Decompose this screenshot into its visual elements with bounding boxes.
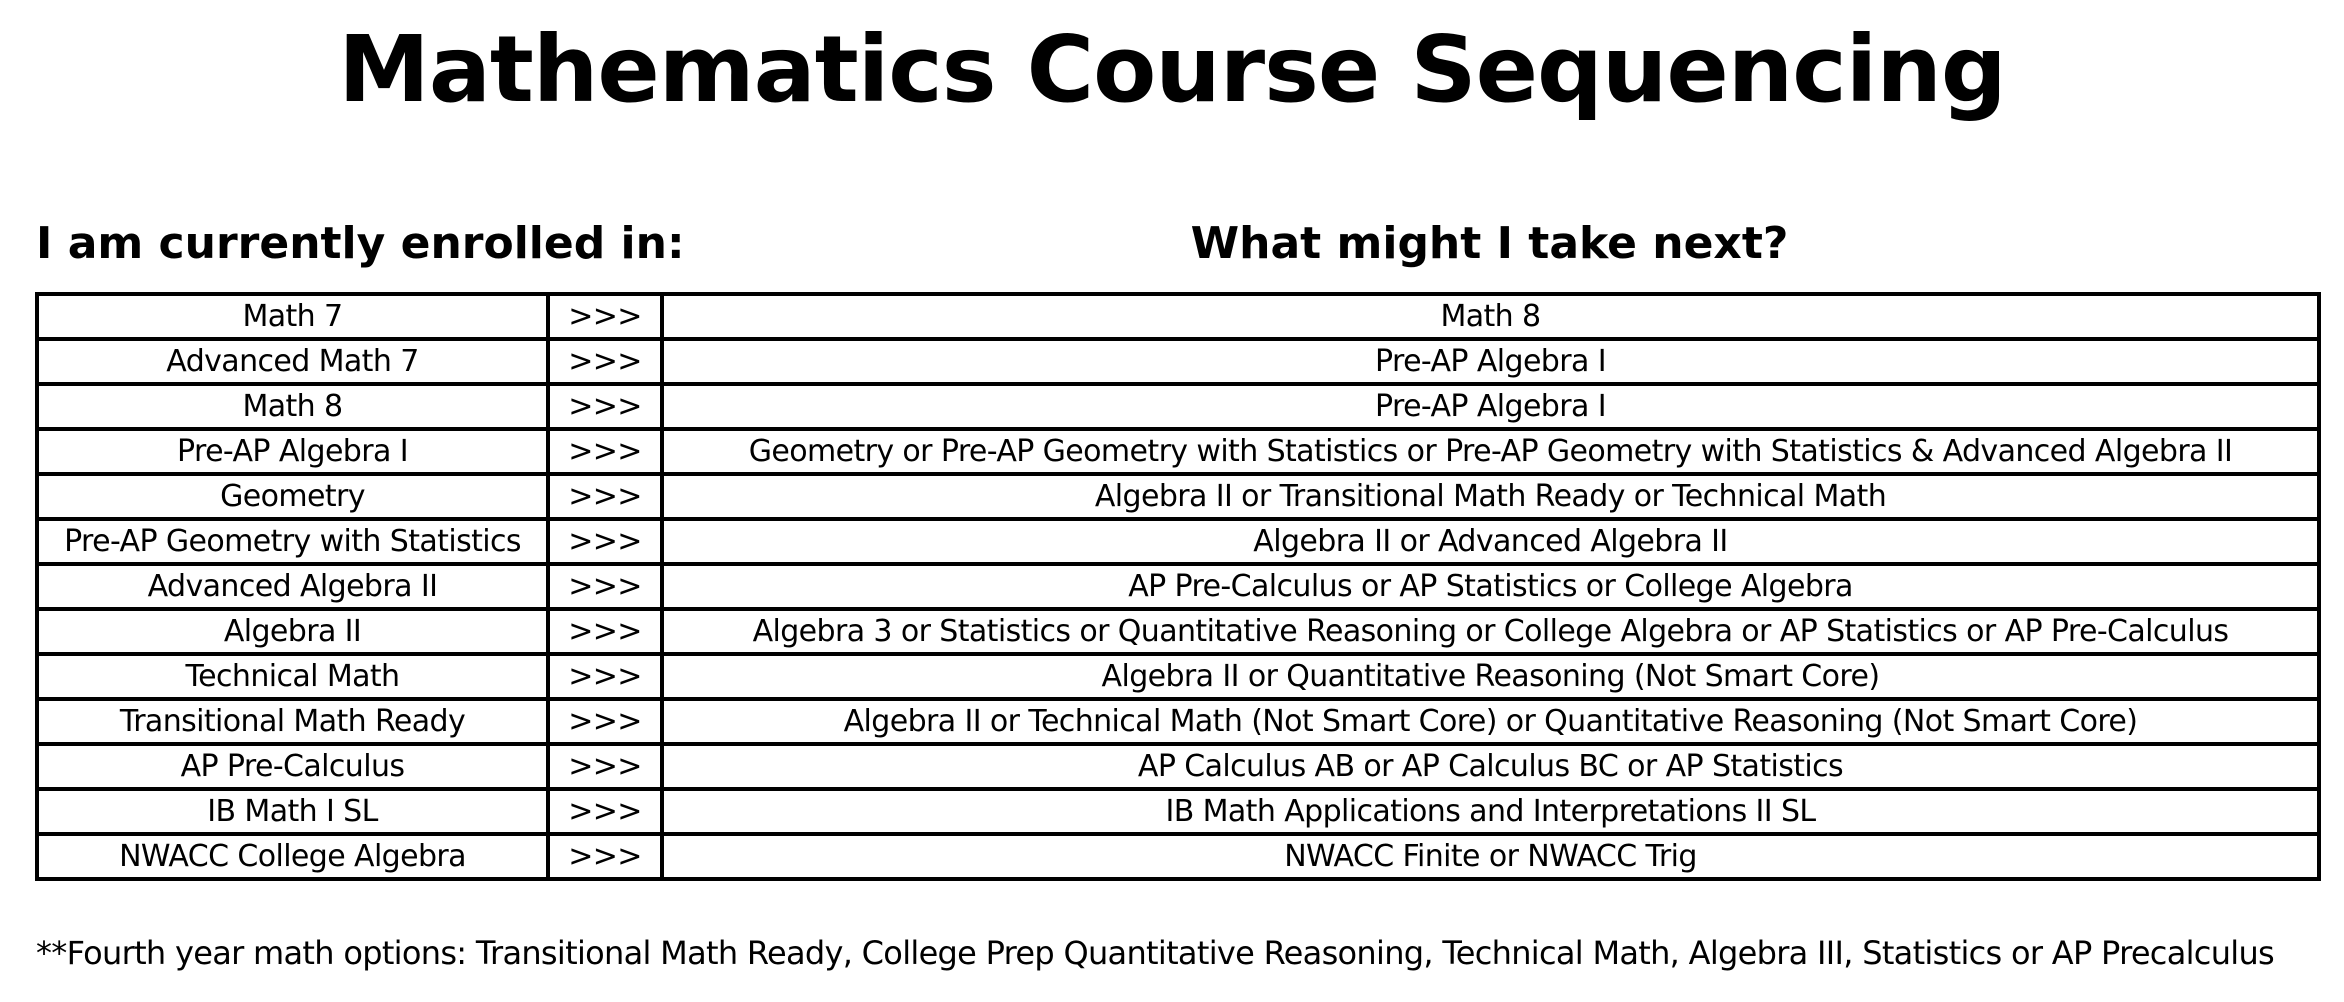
course-sequence-table — [35, 292, 2321, 881]
table-row — [37, 474, 2319, 519]
arrow-cell: >>> — [548, 519, 662, 564]
next-course-cell: NWACC Finite or NWACC Trig — [662, 834, 2319, 879]
table-row — [37, 699, 2319, 744]
arrow-cell: >>> — [548, 429, 662, 474]
current-course-cell: Pre-AP Algebra I — [37, 429, 548, 474]
arrow-cell: >>> — [548, 789, 662, 834]
current-course-cell: Math 7 — [37, 294, 548, 339]
next-course-cell: AP Pre-Calculus or AP Statistics or College Algebra — [662, 564, 2319, 609]
current-course-cell: Geometry — [37, 474, 548, 519]
next-course-heading: What might I take next? — [1190, 218, 1789, 269]
footnote: **Fourth year math options: Transitional Math Ready, College Prep Quantitative Reasoning, Technical Math, Algebra III, Statistics or AP Precalculus — [36, 934, 2275, 972]
table-row — [37, 789, 2319, 834]
next-course-cell: Algebra 3 or Statistics or Quantitative Reasoning or College Algebra or AP Statistics or AP Pre-Calculus — [662, 609, 2319, 654]
table-row — [37, 294, 2319, 339]
current-course-cell: Math 8 — [37, 384, 548, 429]
current-course-cell: Pre-AP Geometry with Statistics — [37, 519, 548, 564]
table-row — [37, 384, 2319, 429]
next-course-cell: Algebra II or Quantitative Reasoning (Not Smart Core) — [662, 654, 2319, 699]
arrow-cell: >>> — [548, 744, 662, 789]
arrow-cell: >>> — [548, 384, 662, 429]
next-course-cell: Algebra II or Transitional Math Ready or Technical Math — [662, 474, 2319, 519]
arrow-cell: >>> — [548, 474, 662, 519]
next-course-cell: Math 8 — [662, 294, 2319, 339]
arrow-cell: >>> — [548, 339, 662, 384]
table-row — [37, 744, 2319, 789]
arrow-cell: >>> — [548, 834, 662, 879]
page-title: Mathematics Course Sequencing — [338, 16, 2006, 123]
table-row — [37, 834, 2319, 879]
next-course-cell: Algebra II or Technical Math (Not Smart Core) or Quantitative Reasoning (Not Smart Core) — [662, 699, 2319, 744]
current-course-cell: Transitional Math Ready — [37, 699, 548, 744]
arrow-cell: >>> — [548, 699, 662, 744]
table-row — [37, 339, 2319, 384]
arrow-cell: >>> — [548, 294, 662, 339]
arrow-cell: >>> — [548, 654, 662, 699]
next-course-cell: Algebra II or Advanced Algebra II — [662, 519, 2319, 564]
table-row — [37, 519, 2319, 564]
next-course-cell: Geometry or Pre-AP Geometry with Statistics or Pre-AP Geometry with Statistics & Advanced Algebra II — [662, 429, 2319, 474]
current-course-cell: NWACC College Algebra — [37, 834, 548, 879]
current-course-cell: IB Math I SL — [37, 789, 548, 834]
next-course-cell: Pre-AP Algebra I — [662, 384, 2319, 429]
current-course-cell: AP Pre-Calculus — [37, 744, 548, 789]
table-row — [37, 609, 2319, 654]
arrow-cell: >>> — [548, 609, 662, 654]
current-course-cell: Advanced Math 7 — [37, 339, 548, 384]
next-course-cell: AP Calculus AB or AP Calculus BC or AP Statistics — [662, 744, 2319, 789]
next-course-cell: IB Math Applications and Interpretations II SL — [662, 789, 2319, 834]
next-course-cell: Pre-AP Algebra I — [662, 339, 2319, 384]
current-course-cell: Algebra II — [37, 609, 548, 654]
table-row — [37, 654, 2319, 699]
current-course-heading: I am currently enrolled in: — [36, 218, 685, 269]
table-row — [37, 429, 2319, 474]
current-course-cell: Advanced Algebra II — [37, 564, 548, 609]
table-row — [37, 564, 2319, 609]
current-course-cell: Technical Math — [37, 654, 548, 699]
arrow-cell: >>> — [548, 564, 662, 609]
